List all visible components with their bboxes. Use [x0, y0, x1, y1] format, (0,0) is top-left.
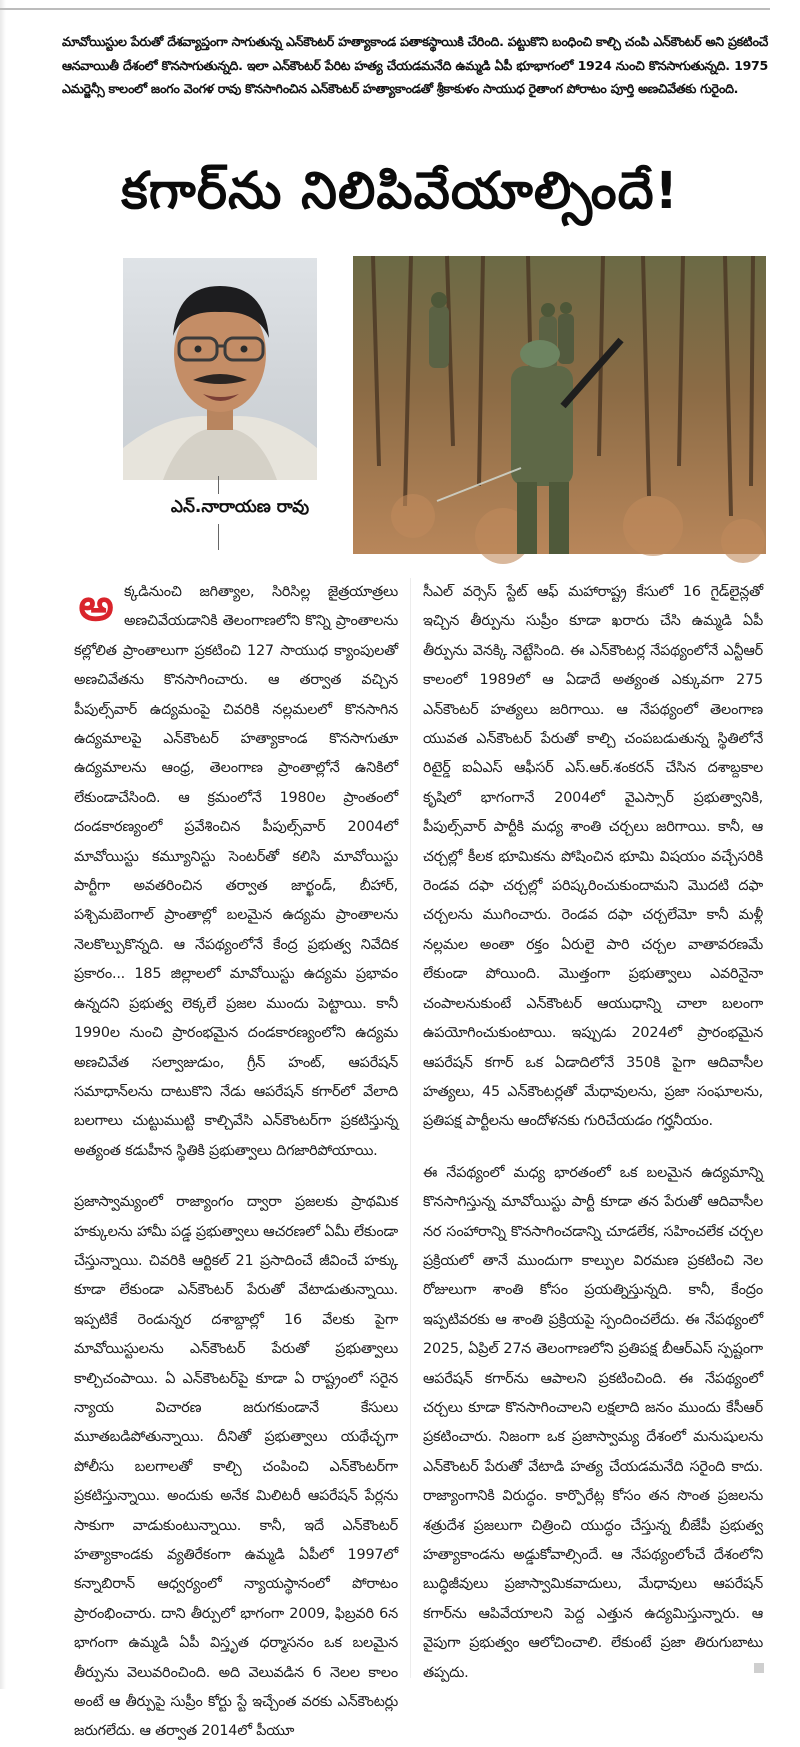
byline-stem-top: [218, 476, 219, 494]
headline: కగార్‌ను నిలిపివేయాల్సిందే!: [121, 162, 679, 221]
article-paragraph: సీఎల్ వర్సెస్ స్టేట్ ఆఫ్ మహారాష్ట్ర కేసులో 16 గైడ్‌లైన్లతో ఇచ్చిన తీర్పును సుప్రీం కూడా ఖరారు చేసి ఉమ్మడి ఏపీ తీర్పును వెనక్కి నెట్టేసింది. ఈ ఎన్‌కౌంటర్ల నేపథ్యంలోనే ఎన్టీఆర్ కాలంలో 1989లో ఆ ఏడాదే అత్యంత ఎక్కువగా 275 ఎన్‌కౌంటర్ హత్యలు జరిగాయి. ఆ నేపథ్యంలో తెలంగాణ యువత ఎన్‌కౌంటర్ పేరుతో కాల్చి చంపబడుతున్న స్థితిలోనే రిటైర్డ్ ఐఏఎస్ ఆఫీసర్ ఎస్.ఆర్.శంకరన్ చేసిన దశాబ్దకాల కృషిలో భాగంగానే 2004లో వైఎస్సార్ ప్రభుత్వానికి, పీపుల్స్‌వార్ పార్టీకి మధ్య శాంతి చర్చలు జరిగాయి. కానీ, ఆ చర్చల్లో కీలక భూమికను పోషించిన భూమి విషయం వచ్చేసరికి రెండవ దఫా చర్చల్లో పరిష్కరించుకుందామని మొదటి దఫా చర్చలను ముగించారు. రెండవ దఫా చర్చలేమో కానీ మళ్లీ నల్లమల అంతా రక్తం ఏరులై పారి చర్చల వాతావరణమే లేకుండా పోయింది. మొత్తంగా ప్రభుత్వాలు ఎవరినైనా చంపాలనుకుంటే ఎన్‌కౌంటర్ ఆయుధాన్ని చాలా బలంగా ఉపయోగించుకుంటాయి. ఇప్పుడు 2024లో ప్రారంభమైన ఆపరేషన్ కగార్ ఒక ఏడాదిలోనే 350కి పైగా ఆదివాసీల హత్యలు, 45 ఎన్‌కౌంటర్లతో మేధావులను, ప్రజా సంఘాలను, ప్రతిపక్ష పార్టీలను ఆందోళనకు గురిచేయడం గర్హనీయం.: [423, 584, 763, 1130]
author-name: ఎన్.నారాయణ రావు: [170, 497, 310, 517]
soldiers-forest-photo: [353, 256, 766, 554]
article-column-left: [74, 578, 398, 1740]
article-paragraph: క్కడినుంచి జగిత్యాల, సిరిసిల్ల జైత్రయాత్రలు అణచివేయడానికి తెలంగాణలోని కొన్ని ప్రాంతాలను కల్లోలిత ప్రాంతాలుగా ప్రకటించి 127 సాయుధ క్యాంపులతో అణచివేతను కొనసాగించారు. ఆ తర్వాత వచ్చిన పీపుల్స్‌వార్ ఉద్యమంపై చివరికి నల్లమలలో కొనసాగిన ఉద్యమాలపై ఎన్‌కౌంటర్ హత్యాకాండ కొనసాగుతూ ఉద్యమాలను ఆంధ్ర, తెలంగాణ ప్రాంతాల్లోనే ఉనికిలో లేకుండాచేసింది. ఆ క్రమంలోనే 1980ల ప్రాంతంలో దండకారణ్యంలో ప్రవేశించిన పీపుల్స్‌వార్ 2004లో మావోయిస్టు కమ్యూనిస్టు సెంటర్‌తో కలిసి మావోయిస్టు పార్టీగా అవతరించిన తర్వాత జార్ఖండ్, బీహార్, పశ్చిమబెంగాల్ ప్రాంతాల్లో బలమైన ఉద్యమ ప్రాంతాలను నెలకొల్పుకొన్నది. ఆ నేపథ్యంలోనే కేంద్ర ప్రభుత్వ నివేదిక ప్రకారం... 185 జిల్లాలలో మావోయిస్టు ఉద్యమ ప్రభావం ఉన్నదని ప్రభుత్వ లెక్కలే ప్రజల ముందు పెట్టాయి. కానీ 1990ల నుంచి ప్రారంభమైన దండకారణ్యంలోని ఉద్యమ అణచివేత సల్వాజుడుం, గ్రీన్ హంట్, ఆపరేషన్ సమాధాన్‌లను దాటుకొని నేడు ఆపరేషన్ కగార్‌లో వేలాది బలగాలు చుట్టుముట్టి కాల్చివేసి ఎన్‌కౌంటర్‌గా ప్రకటిస్తున్న అత్యంత కడుహీన స్థితికి ప్రభుత్వాలు దిగజారిపోయాయి.: [74, 584, 398, 1159]
intro-paragraph: మావోయిస్టుల పేరుతో దేశవ్యాప్తంగా సాగుతున్న ఎన్‌కౌంటర్ హత్యాకాండ పతాకస్థాయికి చేరింది. పట్టుకొని బంధించి కాల్చి చంపి ఎన్‌కౌంటర్ అని ప్రకటించే ఆనవాయితీ దేశంలో కొనసాగుతున్నది. ఇలా ఎన్‌కౌంటర్ పేరిట హత్య చేయడమనేది ఉమ్మడి ఏపీ భూభాగంలో 1924 నుంచి కొనసాగుతున్నది. 1975 ఎమర్జెన్సీ కాలంలో జంగం వెంగళ రావు కొనసాగించిన ఎన్‌కౌంటర్ హత్యాకాండతో శ్రీకాకుళం సాయుధ రైతాంగ పోరాటం పూర్తి అణచివేతకు గురైంది.: [62, 34, 768, 96]
article-paragraph: ఈ నేపథ్యంలో మధ్య భారతంలో ఒక బలమైన ఉద్యమాన్ని కొనసాగిస్తున్న మావోయిస్టు పార్టీ కూడా తన పేరుతో ఆదివాసీల నర సంహారాన్ని కొనసాగించడాన్ని చూడలేక, సహించలేక చర్చల ప్రక్రియలో తానే ముందుగా కాల్పుల విరమణ ప్రకటించి నెల రోజులుగా శాంతి కోసం ప్రయత్నిస్తున్నది. కానీ, కేంద్రం ఇప్పటివరకు ఆ శాంతి ప్రక్రియపై స్పందించలేదు. ఈ నేపథ్యంలో 2025, ఏప్రిల్ 27న తెలంగాణలోని ప్రతిపక్ష బీఆర్‌ఎస్ స్పష్టంగా ఆపరేషన్ కగార్‌ను ఆపాలని ప్రకటించింది. ఈ నేపథ్యంలో చర్చలు కూడా కొనసాగించాలని లక్షలాది జనం ముందు కేసీఆర్ ప్రకటించారు. నిజంగా ఒక ప్రజాస్వామ్య దేశంలో మనుషులను ఎన్‌కౌంటర్ పేరుతో వేటాడి హత్య చేయడమనేది సరైంది కాదు. రాజ్యాంగానికి విరుద్ధం. కార్పొరేట్ల కోసం తన సొంత ప్రజలను శత్రుదేశ ప్రజలుగా చిత్రించి యుద్ధం చేస్తున్న బీజేపీ ప్రభుత్వ హత్యాకాండను అడ్డుకోవాల్సిందే. ఆ నేపథ్యంలోంచే దేశంలోని బుద్ధిజీవులు ప్రజాస్వామికవాదులు, మేధావులు ఆపరేషన్ కగార్‌ను ఆపివేయాలని పెద్ద ఎత్తున ఉద్యమిస్తున్నారు. ఆ వైపుగా ప్రభుత్వం ఆలోచించాలి. లేకుంటే ప్రజా తిరుగుబాటు తప్పదు.: [423, 1164, 763, 1681]
article-paragraph: ప్రజాస్వామ్యంలో రాజ్యాంగం ద్వారా ప్రజలకు ప్రాథమిక హక్కులను హామీ పడ్డ ప్రభుత్వాలు ఆచరణలో ఏమీ లేకుండా చేస్తున్నాయి. చివరికి ఆర్టికల్ 21 ప్రసాదించే జీవించే హక్కు కూడా లేకుండా ఎన్‌కౌంటర్ పేరుతో వేటాడుతున్నాయి. ఇప్పటికే రెండున్నర దశాబ్దాల్లో 16 వేలకు పైగా మావోయిస్టులను ఎన్‌కౌంటర్ పేరుతో ప్రభుత్వాలు కాల్చిచంపాయి. ఏ ఎన్‌కౌంటర్‌పై కూడా ఏ రాష్ట్రంలో సరైన న్యాయ విచారణ జరుగకుండానే కేసులు మూతబడిపోతున్నాయి. దీనితో ప్రభుత్వాలు యథేచ్ఛగా పోలీసు బలగాలతో కాల్చి చంపించి ఎన్‌కౌంటర్‌గా ప్రకటిస్తున్నాయి. అందుకు అనేక మిలిటరీ ఆపరేషన్ పేర్లను సాకుగా వాడుకుంటున్నాయి. కానీ, ఇదే ఎన్‌కౌంటర్ హత్యాకాండకు వ్యతిరేకంగా ఉమ్మడి ఏపీలో 1997లో కన్నాబిరాన్ ఆధ్వర్యంలో న్యాయస్థానంలో పోరాటం ప్రారంభించారు. దాని తీర్పులో భాగంగా 2009, ఫిబ్రవరి 6న భాగంగా ఉమ్మడి ఏపీ విస్తృత ధర్మాసనం ఒక బలమైన తీర్పును వెలువరించింది. అది వెలువడిన 6 నెలల కాలం అంటే ఆ తీర్పుపై సుప్రీం కోర్టు స్టే ఇచ్చేంత వరకు ఎన్‌కౌంటర్లు జరుగలేదు. ఆ తర్వాత 2014లో పీయూ: [74, 1194, 398, 1740]
column-separator: [410, 578, 411, 1678]
corner-mark: [754, 1663, 764, 1673]
scan-edge: [0, 0, 6, 1689]
drop-cap: అ: [78, 580, 114, 631]
author-photo: [123, 258, 317, 480]
top-rule: [0, 8, 770, 10]
byline-stem-bottom: [218, 524, 219, 550]
article-column-right: [423, 578, 763, 1681]
